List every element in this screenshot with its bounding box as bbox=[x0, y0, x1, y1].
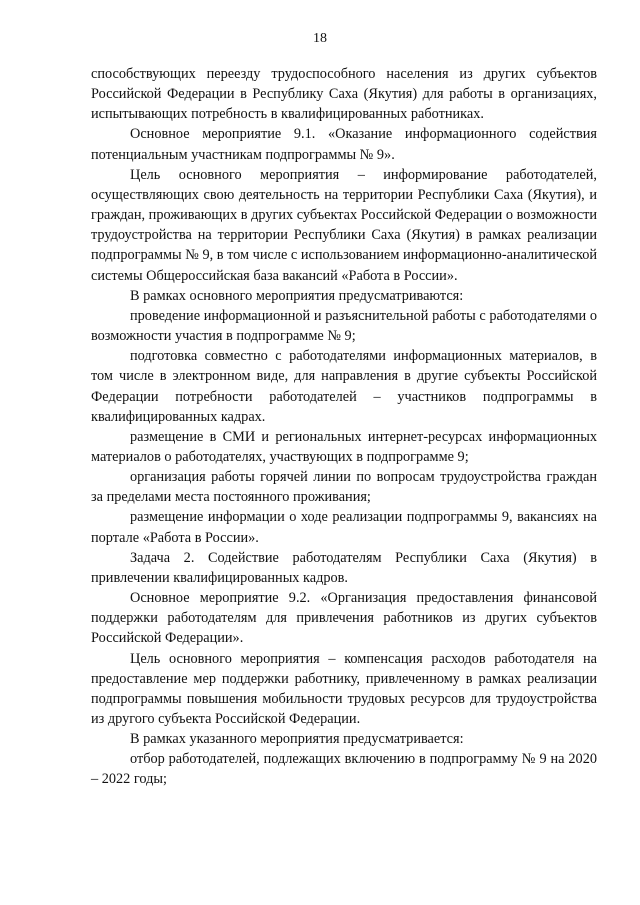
page-body bbox=[91, 64, 597, 790]
paragraph-activity-goal-9-1: Цель основного мероприятия – информирование работодателей, осуществляющих свою деятельность на территории Республики Саха (Якутия), и граждан, проживающих в других субъектах Российской Федерации о возможности трудоустройства на территории Республики Саха (Якутия) в рамках реализации подпрограммы № 9, в том числе с использованием информационно-аналитической системы Общероссийская база вакансий «Работа в России». bbox=[91, 166, 597, 284]
list-item-employer-selection: отбор работодателей, подлежащих включению в подпрограмму № 9 на 2020 – 2022 годы; bbox=[91, 751, 597, 788]
paragraph-activity-intro-9-1: В рамках основного мероприятия предусматриваются: bbox=[130, 287, 464, 304]
paragraph-activity-goal-9-2: Цель основного мероприятия – компенсация расходов работодателя на предоставление мер поддержки работнику, привлеченному в рамках реализации подпрограммы повышения мобильности трудовых ресурсов для трудоустройства из другого субъекта Российской Федерации. bbox=[91, 650, 597, 727]
paragraph-continuation: способствующих переезду трудоспособного населения из других субъектов Российской Федерации в Республику Саха (Якутия) для работы в организациях, испытывающих потребность в квалифицированных работниках. bbox=[91, 66, 597, 123]
paragraph-main-activity-9-1: Основное мероприятие 9.1. «Оказание информационного содействия потенциальным участникам подпрограммы № 9». bbox=[91, 126, 597, 163]
list-item-media-placement: размещение в СМИ и региональных интернет-ресурсах информационных материалов о работодателях, участвующих в подпрограмме 9; bbox=[91, 428, 597, 465]
paragraph-activity-intro-9-2: В рамках указанного мероприятия предусматривается: bbox=[130, 731, 464, 748]
list-item-prepare-materials: подготовка совместно с работодателями информационных материалов, в том числе в электронном виде, для направления в другие субъекты Российской Федерации потребности работодателей – участников подпрограммы в квалифицированных кадрах. bbox=[91, 348, 597, 425]
list-item-explanatory-work: проведение информационной и разъяснительной работы с работодателями о возможности участия в подпрограмме № 9; bbox=[91, 307, 597, 345]
list-item-hotline: организация работы горячей линии по вопросам трудоустройства граждан за пределами места постоянного проживания; bbox=[91, 469, 597, 506]
list-item-portal-info: размещение информации о ходе реализации подпрограммы 9, вакансиях на портале «Работа в России». bbox=[91, 509, 597, 546]
paragraph-task-2: Задача 2. Содействие работодателям Республики Саха (Якутия) в привлечении квалифицированных кадров. bbox=[91, 549, 597, 586]
page-number: 18 bbox=[313, 31, 327, 46]
paragraph-main-activity-9-2: Основное мероприятие 9.2. «Организация предоставления финансовой поддержки работодателям для привлечения работников из других субъектов Российской Федерации». bbox=[91, 590, 597, 647]
